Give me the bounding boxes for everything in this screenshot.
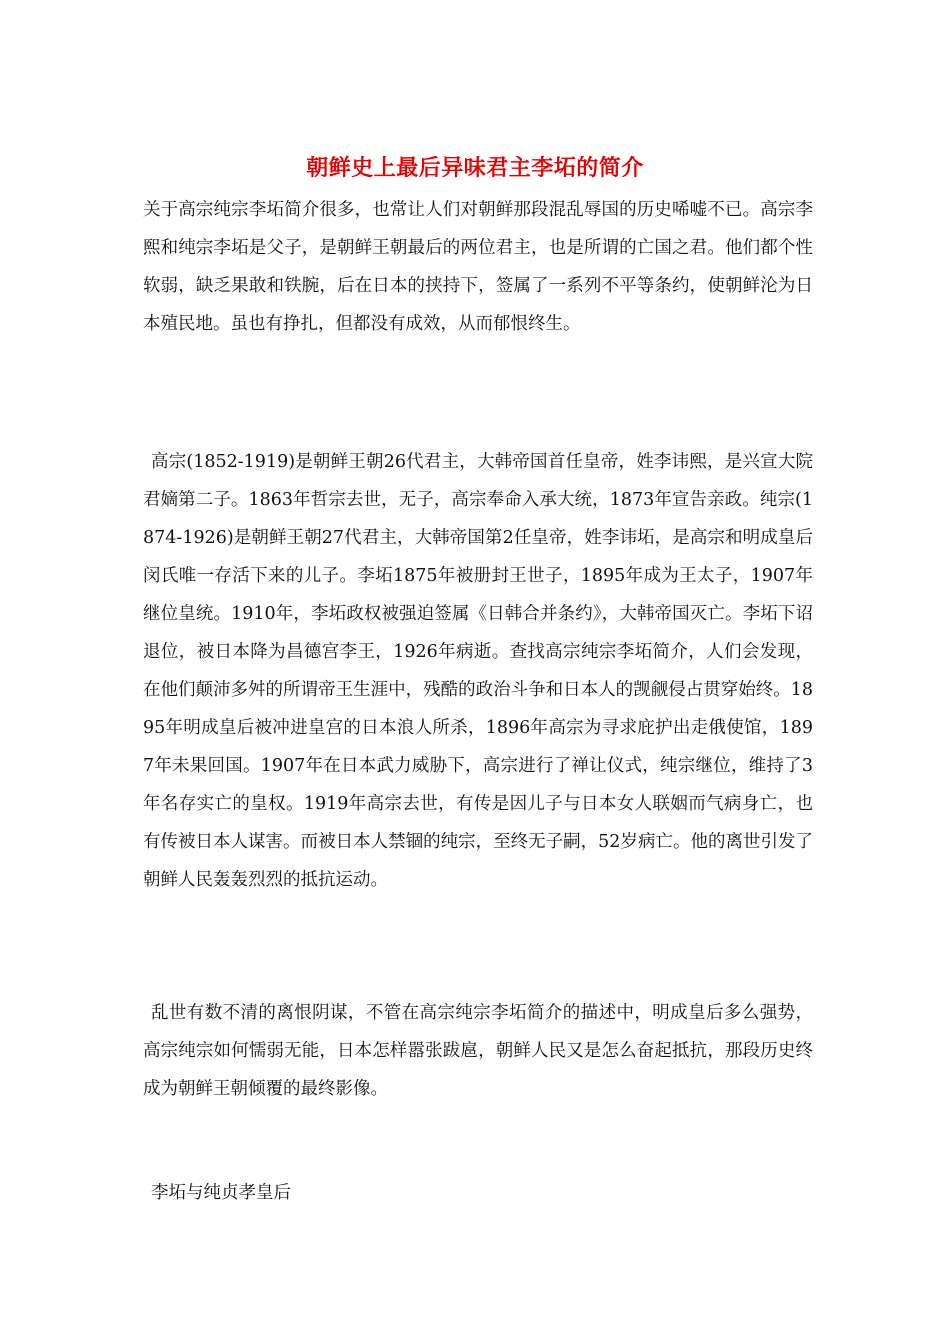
paragraph-caption: 李坧与纯贞孝皇后 <box>151 1183 291 1203</box>
paragraph-history: 高宗(1852-1919)是朝鲜王朝26代君主，大韩帝国首任皇帝，姓李讳熙，是兴宣大院君嫡第二子。1863年哲宗去世，无子，高宗奉命入承大统，1873年宣告亲政。纯宗(1874-1926)是朝鲜王朝27代君主，大韩帝国第2任皇帝，姓李讳坧，是高宗和明成皇后闵氏唯一存活下来的儿子。李坧1875年被册封王世子，1895年成为王太子，1907年继位皇统。1910年，李坧政权被强迫签属《日韩合并条约》，大韩帝国灭亡。李坧下诏退位，被日本降为昌德宫李王，1926年病逝。查找高宗纯宗李坧简介，人们会发现，在他们颠沛多舛的所谓帝王生涯中，残酷的政治斗争和日本人的觊觎侵占贯穿始终。1895年明成皇后被冲进皇宫的日本浪人所杀，1896年高宗为寻求庇护出走俄使馆，1897年未果回国。1907年在日本武力威胁下，高宗进行了禅让仪式，纯宗继位，维持了3年名存实亡的皇权。1919年高宗去世，有传是因儿子与日本女人联姻而气病身亡，也有传被日本人谋害。而被日本人禁锢的纯宗，至终无子嗣，52岁病亡。他的离世引发了朝鲜人民轰轰烈烈的抵抗运动。 <box>143 452 813 890</box>
paragraph-intro: 关于高宗纯宗李坧简介很多，也常让人们对朝鲜那段混乱辱国的历史唏嘘不已。高宗李熙和纯宗李坧是父子，是朝鲜王朝最后的两位君主，也是所谓的亡国之君。他们都个性软弱，缺乏果敢和铁腕，后在日本的挟持下，签属了一系列不平等条约，使朝鲜沦为日本殖民地。虽也有挣扎，但都没有成效，从而郁恨终生。 <box>143 200 813 334</box>
paragraph-reflection: 乱世有数不清的离恨阴谋，不管在高宗纯宗李坧简介的描述中，明成皇后多么强势，高宗纯宗如何懦弱无能，日本怎样嚣张跋扈，朝鲜人民又是怎么奋起抵抗，那段历史终成为朝鲜王朝倾覆的最终影像。 <box>143 1003 813 1099</box>
document-title: 朝鲜史上最后异味君主李坧的简介 <box>306 155 644 181</box>
